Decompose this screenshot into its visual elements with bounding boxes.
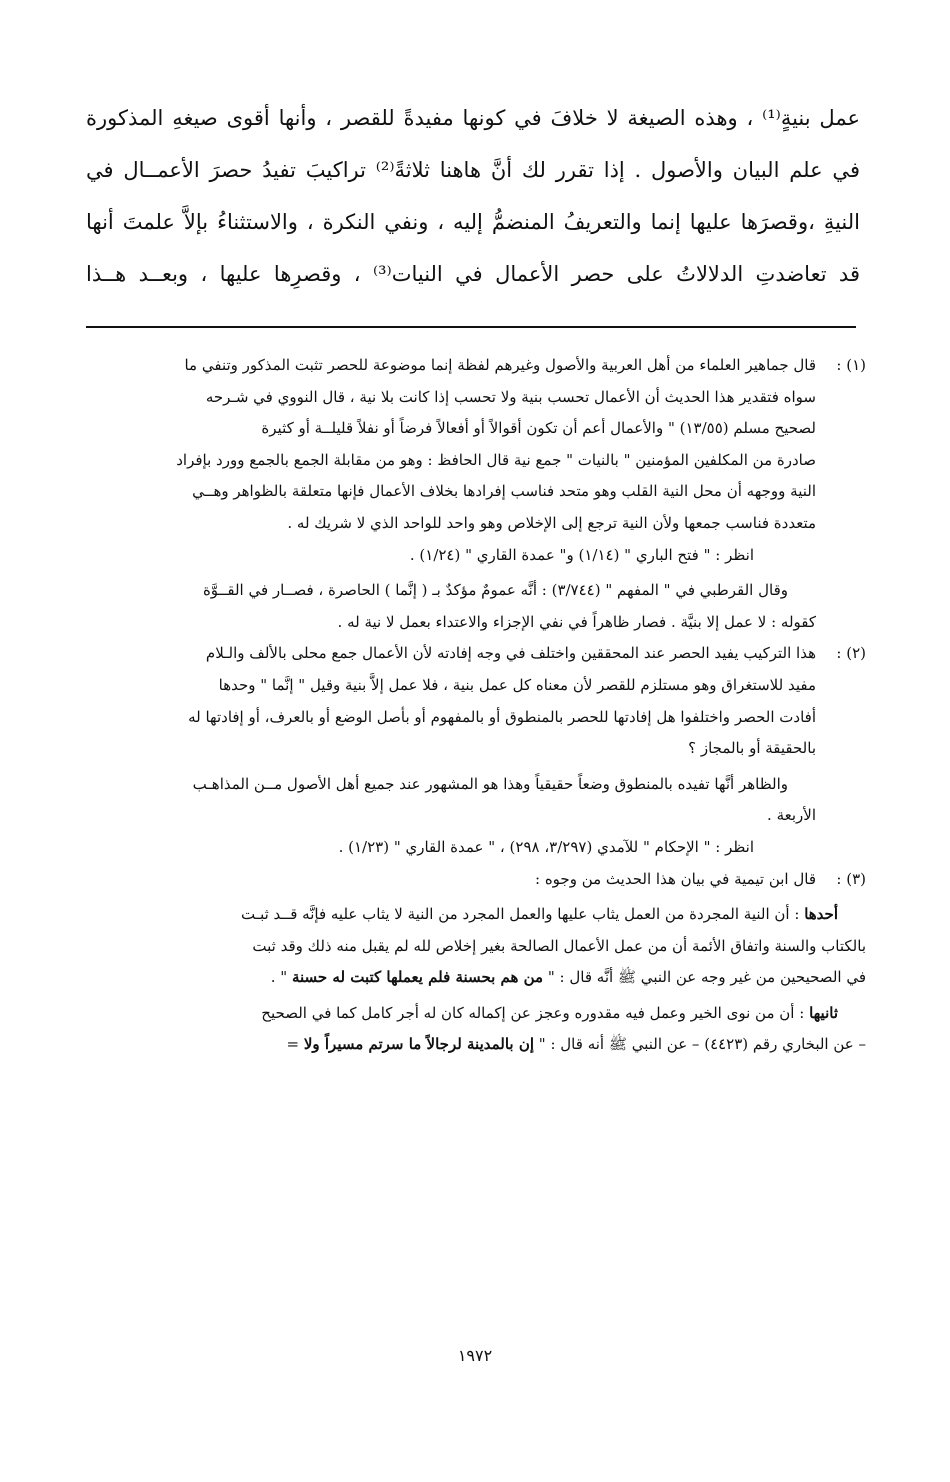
footnote-line: النية ووجهه أن محل النية القلب وهو متحد فناسب إفرادها بخلاف الأعمال فإنها متعلقة بالظواهر وهــي: [192, 482, 816, 501]
hadith-quote: من هم بحسنة فلم يعملها كتبت له حسنة: [291, 968, 544, 987]
footnote-line: " .: [270, 968, 288, 987]
footnote-line: مفيد للاستغراق وهو مستلزم للقصر لأن معناه كل عمل بنية ، فلا عمل إلاَّ بنية وقيل " إنَّما " وحدها: [218, 675, 816, 694]
footnote-line: كقوله : لا عمل إلا بنيَّة . فصار ظاهراً في نفي الإجزاء والاعتداء بعمل لا نية له .: [337, 612, 816, 631]
footnote-separator: [86, 326, 856, 328]
footnote-line: في الصحيحين من غير وجه عن النبي ﷺ أنَّه قال : ": [547, 968, 866, 987]
footnote-3-continued: [86, 899, 866, 1061]
footnote-line: سواه فتقدير هذا الحديث أن الأعمال تحسب بنية ولا تحسب إذا كانت بلا نية ، قال النووي في شـرحه: [205, 387, 816, 406]
footnote-number: (١) :: [836, 356, 866, 374]
hadith-quote: إن بالمدينة لرجالاً ما سرتم مسيراً ولا: [303, 1035, 535, 1054]
footnote-line: هذا التركيب يفيد الحصر عند المحققين واختلف في وجه إفادته لأن الأعمال جمع محلى بالألف والـلام: [205, 644, 816, 663]
footnotes: [86, 350, 866, 1061]
footnote-3: [86, 864, 866, 896]
page-number: ١٩٧٢: [457, 1346, 493, 1365]
main-text: [86, 92, 860, 300]
footnote-line: بالكتاب والسنة واتفاق الأئمة أن من عمل الأعمال الصالحة بغير إخلاص لله لم يقبل منه ذلك وقد ثبت: [252, 936, 866, 955]
section-label: ثانيها: [809, 1003, 838, 1022]
main-line: في علم البيان والأصول . إذا تقرر لك أنَّ هاهنا ثلاثةً⁽²⁾ تراكيبَ تفيدُ حصرَ الأعمــال في: [86, 158, 860, 182]
continuation-mark: =: [286, 1035, 300, 1054]
footnote-1: [86, 350, 866, 638]
footnote-line: بالحقيقة أو بالمجاز ؟: [688, 739, 816, 758]
footnote-line: الأربعة .: [767, 806, 816, 825]
reference-line: انظر : " الإحكام " للآمدي (٣/٢٩٧، ٢٩٨) ، " عمدة القاري " (١/٢٣) .: [338, 837, 754, 856]
reference-line: انظر : " فتح الباري " (١/١٤) و" عمدة القاري " (١/٢٤) .: [409, 545, 754, 564]
footnote-line: والظاهر أنَّها تفيده بالمنطوق وضعاً حقيقياً وهذا هو المشهور عند جميع أهل الأصول مــن المذاهـب: [192, 774, 788, 793]
footnote-line: وقال القرطبي في " المفهم " (٣/٧٤٤) : أنَّه عمومٌ مؤكدٌ بـ ( إنَّما ) الحاصرة ، فصــار في القــوَّة: [202, 581, 788, 600]
footnote-line: : أن من نوى الخير وعمل فيه مقدوره وعجز عن إكماله كان له أجر كامل كما في الصحيح: [261, 1003, 805, 1022]
section-label: أحدها: [804, 905, 838, 924]
footnote-line: : أن النية المجردة من العمل يثاب عليها والعمل المجرد من النية لا يثاب عليه فإنَّه قــد ثبـت: [240, 905, 800, 924]
footnote-line: قال جماهير العلماء من أهل العربية والأصول وغيرهم لفظة إنما موضوعة للحصر تثبت المذكور وتنفي ما: [184, 356, 816, 374]
footnote-line: قال ابن تيمية في بيان هذا الحديث من وجوه :: [535, 869, 816, 888]
main-line: النيةِ ،وقصرَها عليها إنما والتعريفُ المنضمُّ إليه ، ونفي النكرة ، والاستثناءُ بإلاَّ علمتَ أنها: [86, 210, 860, 234]
footnote-2: [86, 638, 866, 863]
footnote-line: أفادت الحصر واختلفوا هل إفادتها للحصر بالمنطوق أو بالمفهوم أو بأصل الوضع أو بالعرف، أو إفادتها له: [188, 707, 816, 726]
main-line: عمل بنيةٍ⁽¹⁾ ، وهذه الصيغة لا خلافَ في كونها مفيدةً للقصر ، وأنها أقوى صيغهِ المذكورة: [86, 106, 861, 130]
footnote-line: لصحيح مسلم (١٣/٥٥) " والأعمال أعم أن تكون أقوالاً أو أفعالاً فرضاً أو نفلاً قليلــة أو كثيرة: [261, 419, 816, 438]
footnote-number: (٢) :: [836, 644, 866, 663]
footnote-number: (٣) :: [836, 869, 866, 888]
footnote-line: متعددة فناسب جمعها ولأن النية ترجع إلى الإخلاص وهو واحد للواحد الذي لا شريك له .: [287, 513, 816, 532]
footnote-line: – عن البخاري رقم (٤٤٢٣) – عن النبي ﷺ أنه قال : ": [538, 1035, 866, 1054]
footnote-line: صادرة من المكلفين المؤمنين " بالنيات " جمع نية قال الحافظ : وهو من مقابلة الجمع بالجمع وورد بإفراد: [176, 450, 816, 469]
main-line: قد تعاضدتِ الدلالاتُ على حصر الأعمال في النيات⁽³⁾ ، وقصرِها عليها ، وبعــد هــذا: [86, 262, 860, 286]
